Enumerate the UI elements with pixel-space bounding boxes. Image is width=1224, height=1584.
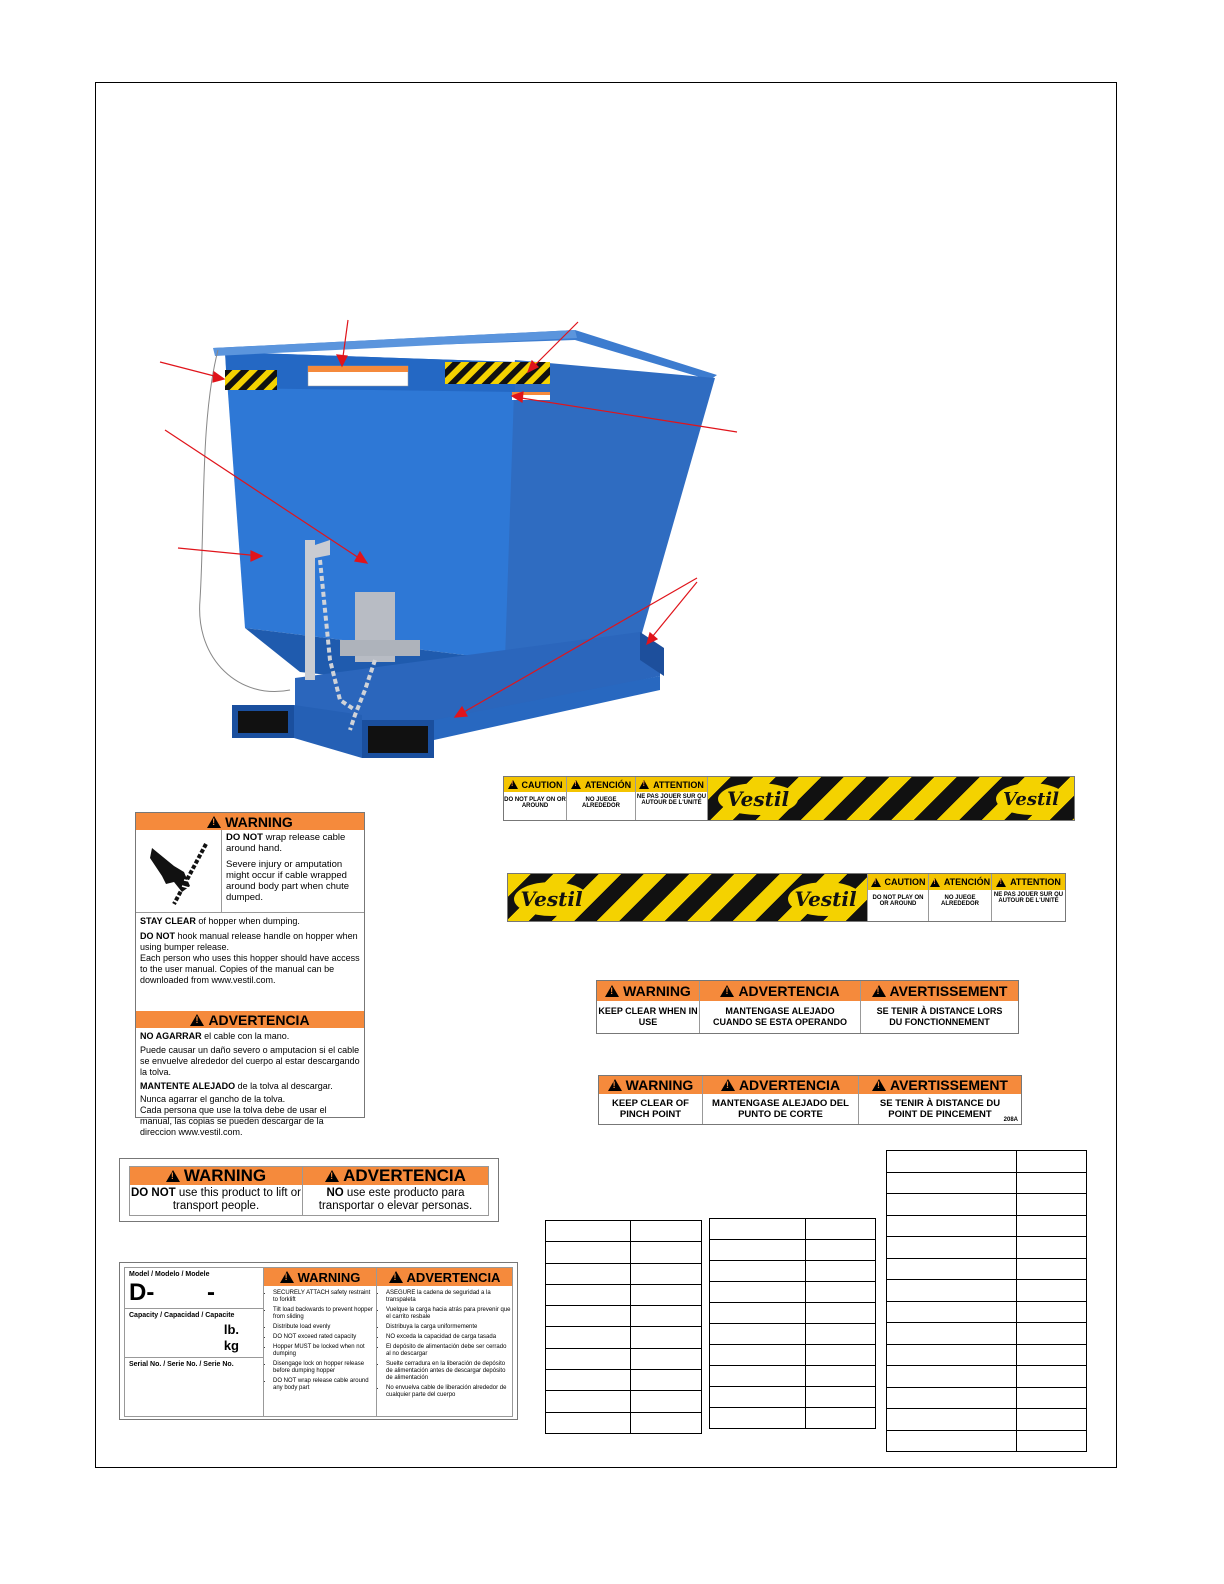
table-row [546, 1370, 702, 1391]
advertencia-text: Puede causar un daño severo o amputacion si el cable se envuelve alrededor del cuerpo al estar descargando la tolva. [140, 1045, 360, 1077]
no-lift-label [119, 1158, 499, 1222]
warning-text: Severe injury or amputation might occur if cable wrapped around body part when chute dumped. [226, 859, 350, 903]
table-row [887, 1258, 1087, 1280]
emphasis: MANTENTE ALEJADO [140, 1081, 236, 1091]
caution-col-en [504, 777, 567, 820]
warning-header: WARNING [625, 1077, 694, 1093]
table-row [546, 1263, 702, 1284]
table-row [887, 1172, 1087, 1194]
instruction-item: • Tilt load backwards to prevent hopper from sliding [273, 1307, 376, 1321]
warning-triangle-icon [930, 878, 940, 887]
hazard-stripes [508, 874, 867, 921]
warning-header: WARNING [183, 1166, 267, 1185]
table-cell [806, 1261, 876, 1282]
table-cell [1017, 1409, 1087, 1431]
table-cell [631, 1412, 702, 1433]
warning-text: of hopper when dumping. [195, 916, 300, 926]
blank-table-2 [709, 1218, 876, 1429]
advertencia-header: ADVERTENCIA [343, 1166, 466, 1185]
table-row [710, 1261, 876, 1282]
warning-triangle-icon [721, 1079, 735, 1091]
caution-strip-bottom [507, 873, 1066, 922]
table-cell [546, 1412, 631, 1433]
warning-triangle-icon [872, 985, 886, 997]
table-row [710, 1366, 876, 1387]
attention-text: NE PAS JOUER SUR OU AUTOUR DE L'UNITÉ [993, 892, 1064, 904]
table-cell [887, 1301, 1017, 1323]
hand-entanglement-icon [144, 836, 214, 906]
emphasis: DO NOT [140, 931, 175, 941]
table-cell [1017, 1344, 1087, 1366]
caution-header: CAUTION [884, 877, 926, 887]
table-cell [887, 1387, 1017, 1409]
table-cell [806, 1366, 876, 1387]
warning-triangle-icon [605, 985, 619, 997]
table-cell [710, 1219, 806, 1240]
table-cell [546, 1221, 631, 1242]
warning-instructions-list [264, 1286, 376, 1392]
warning-triangle-icon [207, 816, 221, 828]
hand-cable-pictogram [136, 830, 222, 912]
table-cell [1017, 1194, 1087, 1216]
keep-clear-label [596, 980, 1019, 1034]
instruction-item: • Vuelque la carga hacia atrás para prevenir que el carrito resbale [386, 1307, 512, 1321]
table-cell [1017, 1301, 1087, 1323]
emphasis: NO [326, 1187, 344, 1199]
table-row [546, 1221, 702, 1242]
table-row [710, 1303, 876, 1324]
caution-text: DO NOT PLAY ON OR AROUND [504, 797, 566, 809]
instruction-item: • NO exceda la capacidad de carga tasada [386, 1334, 512, 1341]
table-row [887, 1323, 1087, 1345]
instruction-item: • Distribute load evenly [273, 1324, 376, 1331]
table-cell [1017, 1323, 1087, 1345]
atencion-text: NO JUEGE ALREDEDOR [940, 895, 979, 907]
table-cell [631, 1306, 702, 1327]
table-cell [710, 1324, 806, 1345]
attention-header: ATTENTION [653, 779, 704, 790]
table-cell [1017, 1151, 1087, 1173]
advertencia-text: el cable con la mano. [201, 1031, 290, 1041]
vestil-logo: Vestil [718, 783, 798, 815]
caution-text: DO NOT PLAY ON OR AROUND [872, 895, 924, 907]
warning-triangle-icon [389, 1271, 403, 1283]
table-row [546, 1348, 702, 1369]
vestil-logo: Vestil [996, 783, 1066, 815]
table-cell [631, 1242, 702, 1263]
table-cell [887, 1409, 1017, 1431]
pinch-point-text: SE TENIR À DISTANCE DU POINT DE PINCEMENT [879, 1098, 1001, 1120]
table-cell [710, 1282, 806, 1303]
table-row [710, 1387, 876, 1408]
advertencia-header: ADVERTENCIA [208, 1011, 310, 1028]
caution-col-en [867, 874, 928, 921]
instruction-item: • Disengage lock on hopper release before dumping hopper [273, 1361, 376, 1375]
table-cell [806, 1324, 876, 1345]
table-row [887, 1344, 1087, 1366]
advertencia-text: Cada persona que use la tolva debe de usar el manual, las copias se pueden descargar de la direccion www.vestil.com. [140, 1105, 327, 1137]
warning-triangle-icon [996, 878, 1006, 887]
instruction-item: • Hopper MUST be locked when not dumping [273, 1344, 376, 1358]
table-row [546, 1327, 702, 1348]
instruction-item: • Suelte cerradura en la liberación de depósito de alimentación antes de descargar depósito de alimentación [386, 1361, 512, 1382]
capacity-label: Capacity / Capacidad / Capacite [125, 1308, 263, 1322]
table-cell [546, 1242, 631, 1263]
table-row [887, 1151, 1087, 1173]
vestil-logo: Vestil [514, 882, 589, 916]
table-cell [887, 1215, 1017, 1237]
attention-col [991, 874, 1065, 921]
table-row [546, 1391, 702, 1412]
advertencia-text: Nunca agarrar el gancho de la tolva. [140, 1094, 286, 1104]
table-cell [1017, 1258, 1087, 1280]
warning-triangle-icon [280, 1271, 294, 1283]
table-row [546, 1284, 702, 1305]
table-cell [1017, 1430, 1087, 1452]
table-cell [887, 1172, 1017, 1194]
table-row [887, 1215, 1087, 1237]
blank-table-1 [545, 1220, 702, 1434]
table-cell [806, 1345, 876, 1366]
instruction-item: • Distribuya la carga uniformemente [386, 1324, 512, 1331]
table-cell [546, 1391, 631, 1412]
table-cell [710, 1303, 806, 1324]
table-cell [1017, 1237, 1087, 1259]
table-cell [806, 1240, 876, 1261]
advertencia-header: ADVERTENCIA [738, 983, 840, 999]
table-cell [806, 1282, 876, 1303]
table-cell [1017, 1172, 1087, 1194]
table-cell [887, 1366, 1017, 1388]
table-cell [887, 1237, 1017, 1259]
model-dash: - [207, 1279, 215, 1306]
table-cell [546, 1263, 631, 1284]
serial-label: Serial No. / Serie No. / Serie No. [125, 1357, 263, 1371]
table-cell [806, 1219, 876, 1240]
table-cell [710, 1366, 806, 1387]
table-cell [710, 1345, 806, 1366]
atencion-col [928, 874, 991, 921]
pinch-point-text: KEEP CLEAR OF PINCH POINT [612, 1098, 689, 1120]
table-cell [631, 1263, 702, 1284]
attention-col [636, 777, 708, 820]
table-cell [546, 1348, 631, 1369]
advertencia-instructions-list [377, 1286, 512, 1399]
model-label: Model / Modelo / Modele [129, 1271, 210, 1278]
avertissement-header: AVERTISSEMENT [889, 983, 1008, 999]
label-code: 208A [1003, 1117, 1018, 1123]
table-cell [887, 1194, 1017, 1216]
table-row [887, 1194, 1087, 1216]
table-cell [710, 1261, 806, 1282]
table-row [887, 1301, 1087, 1323]
instruction-item: • No envuelva cable de liberación alrededor de cualquier parte del cuerpo [386, 1385, 512, 1399]
table-cell [887, 1344, 1017, 1366]
instruction-item: • DO NOT exceed rated capacity [273, 1334, 376, 1341]
table-cell [887, 1280, 1017, 1302]
table-cell [710, 1408, 806, 1429]
unit-lb: lb. [223, 1322, 239, 1337]
warning-triangle-icon [720, 985, 734, 997]
warning-triangle-icon [571, 780, 581, 789]
caution-strip-top [503, 776, 1075, 821]
warning-header: WARNING [225, 813, 293, 830]
advertencia-header: ADVERTENCIA [738, 1077, 841, 1093]
atencion-header: ATENCIÓN [943, 877, 991, 887]
no-lift-text: use this product to lift or transport people. [172, 1187, 302, 1212]
warning-triangle-icon [508, 780, 518, 789]
advertencia-text: de la tolva al descargar. [235, 1081, 333, 1091]
atencion-text: NO JUEGE ALREDEDOR [581, 797, 620, 809]
avertissement-header: AVERTISSEMENT [890, 1077, 1008, 1093]
attention-header: ATTENTION [1010, 877, 1061, 887]
atencion-col [567, 777, 636, 820]
atencion-header: ATENCIÓN [584, 779, 632, 790]
table-cell [710, 1387, 806, 1408]
table-cell [546, 1306, 631, 1327]
emphasis: NO AGARRAR [140, 1031, 202, 1041]
warning-label-cable [135, 812, 365, 1137]
model-prefix: D- [129, 1279, 155, 1306]
table-row [887, 1409, 1087, 1431]
table-cell [631, 1391, 702, 1412]
keep-clear-text: MANTENGASE ALEJADO CUANDO SE ESTA OPERANDO [712, 1006, 847, 1027]
table-cell [710, 1240, 806, 1261]
table-cell [806, 1303, 876, 1324]
warning-triangle-icon [325, 1170, 339, 1182]
table-cell [806, 1387, 876, 1408]
warning-triangle-icon [190, 1014, 204, 1026]
keep-clear-text: SE TENIR À DISTANCE LORS DU FONCTIONNEMENT [876, 1006, 1003, 1027]
table-cell [631, 1327, 702, 1348]
pinch-point-text: MANTENGASE ALEJADO DEL PUNTO DE CORTE [712, 1098, 849, 1120]
table-cell [1017, 1280, 1087, 1302]
table-row [887, 1366, 1087, 1388]
table-cell [887, 1258, 1017, 1280]
table-row [710, 1345, 876, 1366]
instruction-item: • ASEGURE la cadena de seguridad a la transpaleta [386, 1290, 512, 1304]
table-cell [806, 1408, 876, 1429]
table-cell [1017, 1215, 1087, 1237]
table-row [710, 1324, 876, 1345]
table-cell [546, 1327, 631, 1348]
table-cell [887, 1430, 1017, 1452]
warning-triangle-icon [608, 1079, 622, 1091]
serial-nameplate [119, 1262, 518, 1420]
table-row [887, 1387, 1087, 1409]
emphasis: STAY CLEAR [140, 916, 196, 926]
table-row [710, 1240, 876, 1261]
table-row [710, 1282, 876, 1303]
warning-text: wrap release cable around hand. [226, 832, 346, 854]
keep-clear-text: KEEP CLEAR WHEN IN USE [598, 1006, 698, 1027]
table-cell [1017, 1387, 1087, 1409]
blank-table-3 [886, 1150, 1087, 1452]
caution-header: CAUTION [521, 779, 563, 790]
table-row [887, 1430, 1087, 1452]
table-cell [631, 1221, 702, 1242]
instruction-item: • DO NOT wrap release cable around any body part [273, 1378, 376, 1392]
pinch-point-label [598, 1075, 1022, 1125]
instruction-item: • SECURELY ATTACH safety restraint to forklift [273, 1290, 376, 1304]
table-row [546, 1242, 702, 1263]
warning-triangle-icon [639, 780, 649, 789]
table-cell [631, 1370, 702, 1391]
warning-triangle-icon [166, 1170, 180, 1182]
table-row [887, 1280, 1087, 1302]
table-row [887, 1237, 1087, 1259]
table-cell [546, 1284, 631, 1305]
table-cell [631, 1284, 702, 1305]
warning-triangle-icon [871, 878, 881, 887]
vestil-logo: Vestil [788, 882, 863, 916]
table-row [546, 1412, 702, 1433]
warning-text: Each person who uses this hopper should have access to the user manual. Copies of the manual can be downloaded from www.vestil.com. [140, 953, 360, 985]
table-row [710, 1408, 876, 1429]
unit-kg: kg [223, 1338, 239, 1353]
table-cell [546, 1370, 631, 1391]
no-lift-text: use este producto para transportar o elevar personas. [318, 1187, 473, 1212]
table-cell [887, 1151, 1017, 1173]
emphasis: DO NOT [226, 832, 263, 843]
warning-text: hook manual release handle on hopper when using bumper release. [140, 931, 358, 952]
warning-header: WARNING [297, 1269, 361, 1285]
warning-triangle-icon [872, 1079, 886, 1091]
table-cell [631, 1348, 702, 1369]
emphasis: DO NOT [130, 1187, 176, 1199]
hazard-stripes [708, 777, 1074, 820]
table-row [546, 1306, 702, 1327]
instruction-item: • El depósito de alimentación debe ser cerrado al no descargar [386, 1344, 512, 1358]
warning-header: WARNING [623, 983, 691, 999]
hopper-photo [150, 310, 750, 760]
attention-text: NE PAS JOUER SUR OU AUTOUR DE L'UNITÉ [636, 794, 707, 806]
advertencia-header: ADVERTENCIA [406, 1269, 501, 1285]
table-row [710, 1219, 876, 1240]
table-cell [887, 1323, 1017, 1345]
table-cell [1017, 1366, 1087, 1388]
